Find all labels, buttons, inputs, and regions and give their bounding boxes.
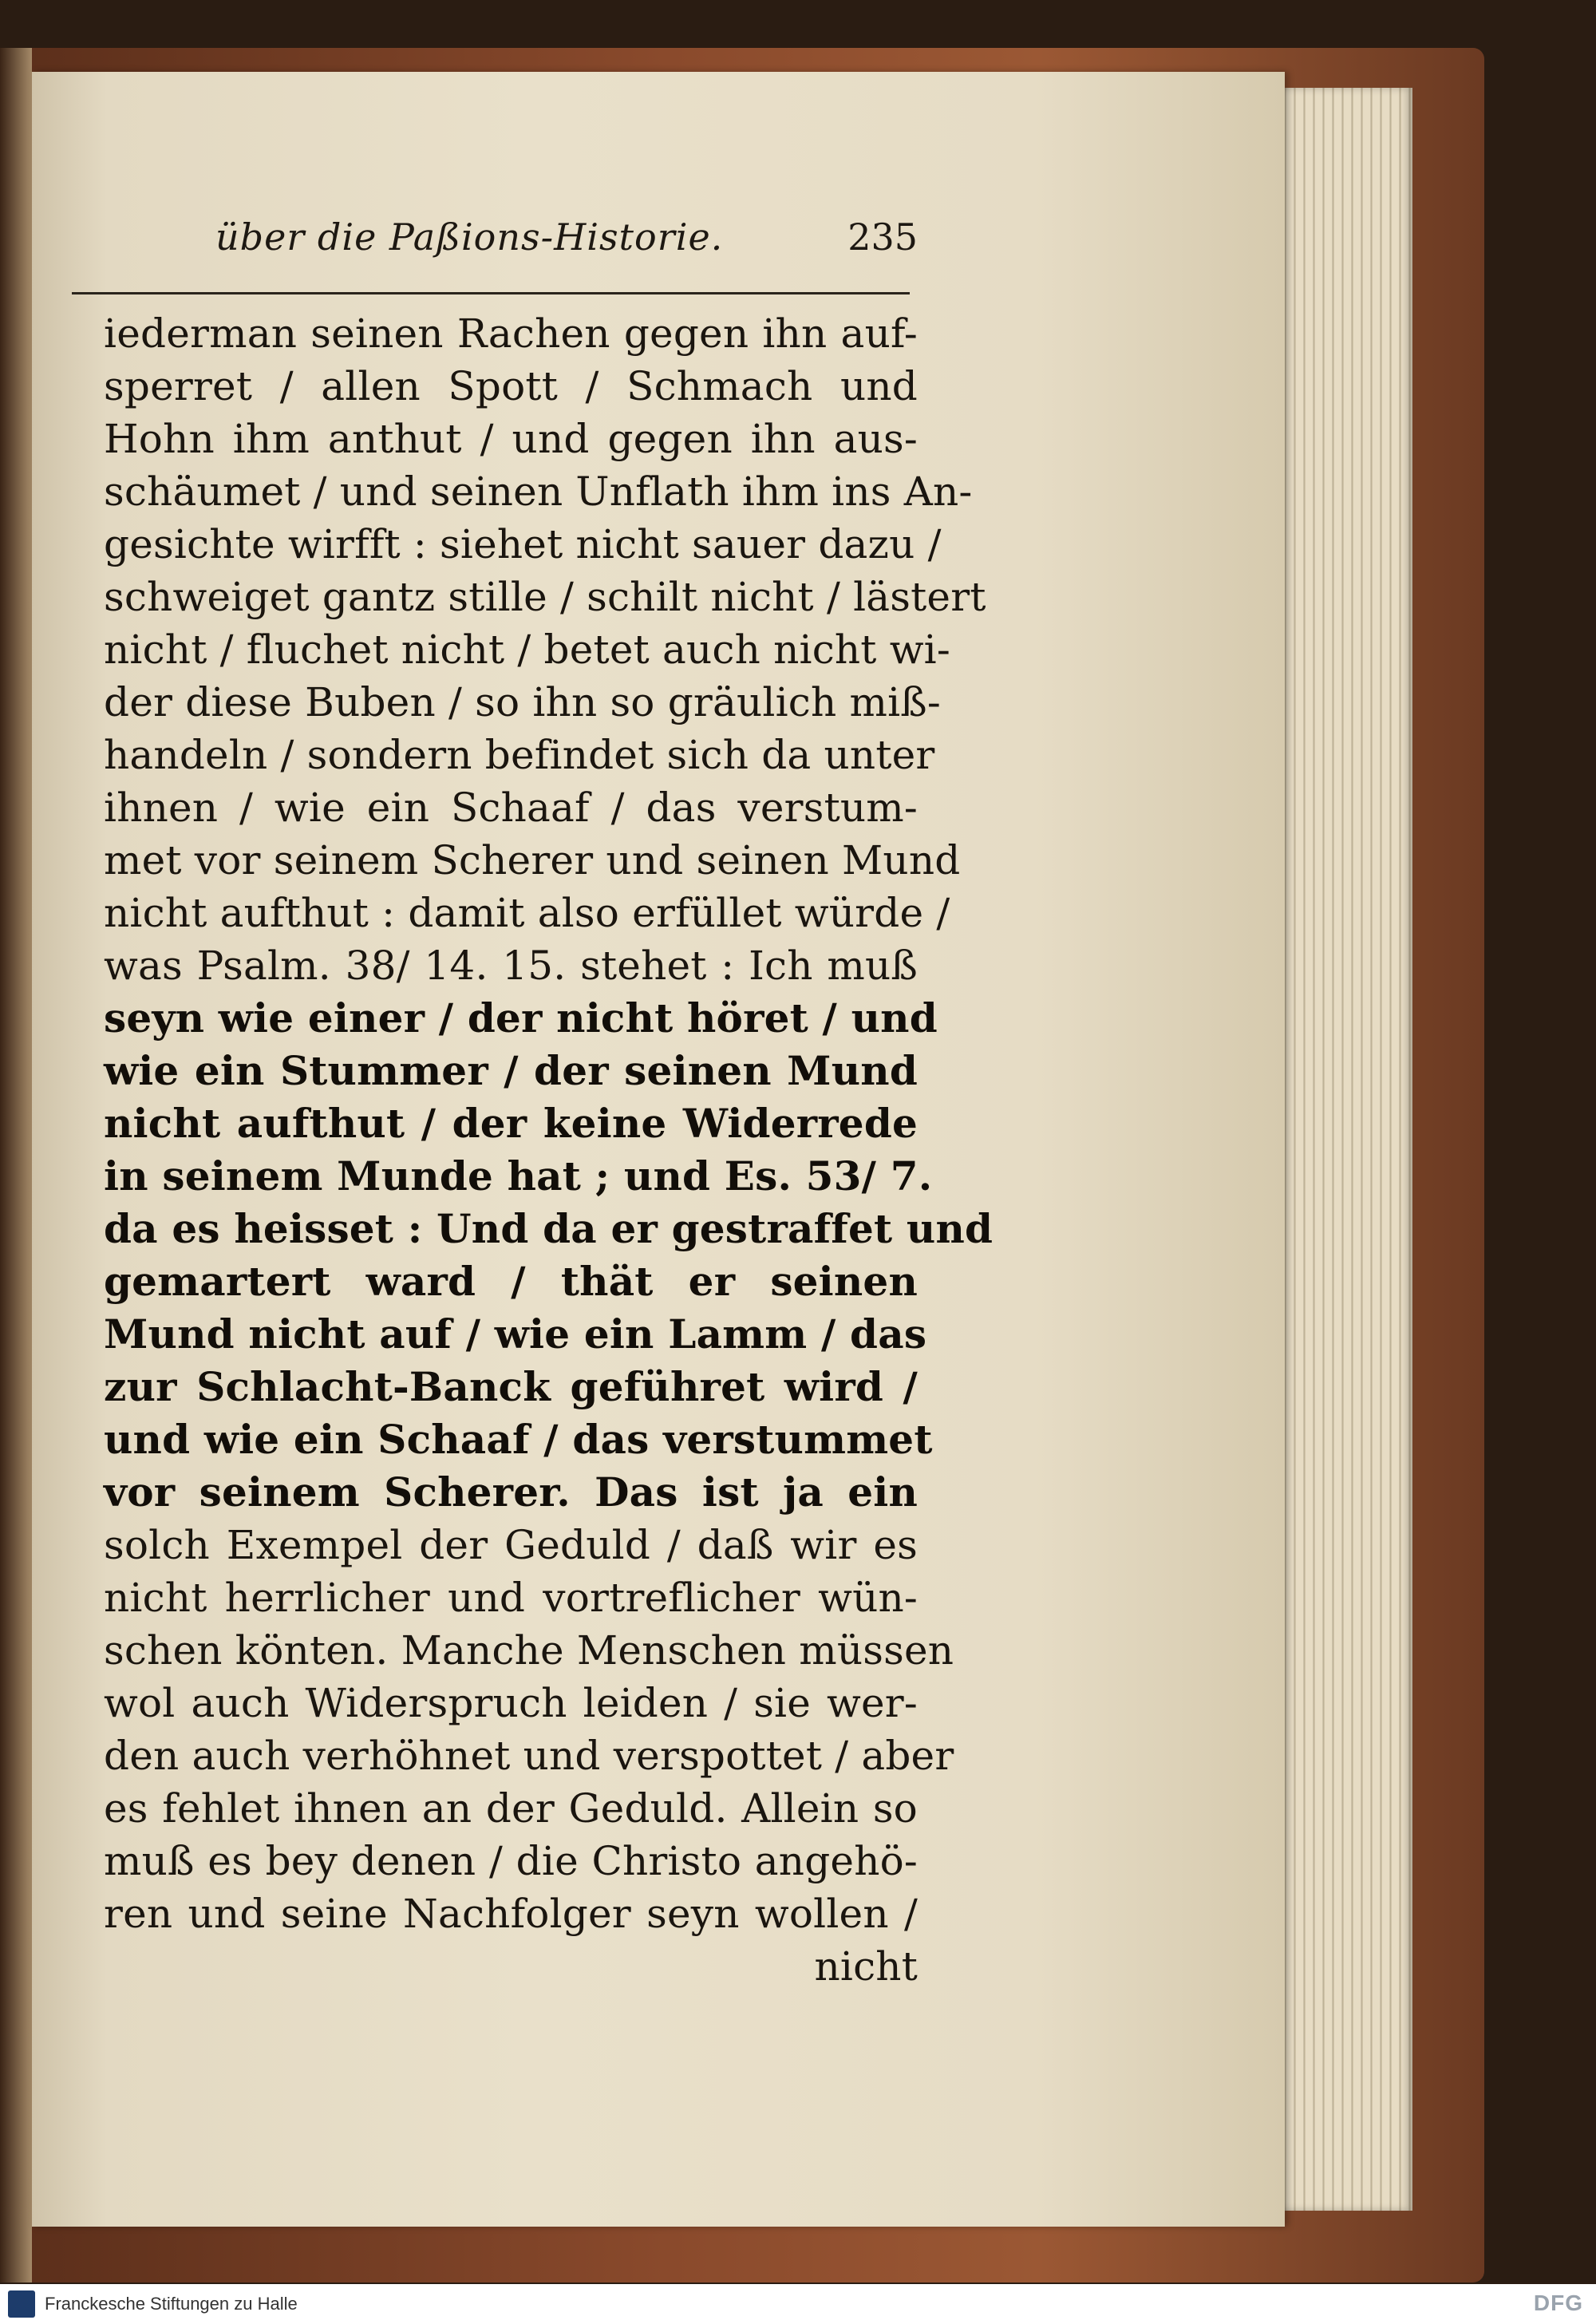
running-title: über die Paßions-Historie. (215, 215, 724, 259)
institution-logo-icon (8, 2290, 35, 2318)
text-line: iederman seinen Rachen gegen ihn auf- (104, 310, 918, 357)
text-line: wol auch Widerspruch leiden / sie wer- (104, 1680, 918, 1726)
page-number: 235 (847, 215, 918, 259)
institution-name: Franckesche Stiftungen zu Halle (45, 2294, 298, 2314)
text-line: Mund nicht auf / wie ein Lamm / das (104, 1310, 927, 1358)
left-binding-strip (0, 48, 32, 2282)
text-line: handeln / sondern befindet sich da unter (104, 732, 935, 778)
text-line: zur Schlacht-Banck geführet wird / (104, 1363, 918, 1410)
text-line: seyn wie einer / der nicht höret / und (104, 994, 938, 1041)
text-line: sperret / allen Spott / Schmach und (104, 363, 918, 409)
text-line: nicht aufthut : damit also erfüllet würde / (104, 890, 950, 936)
text-line: muß es bey denen / die Christo angehö- (104, 1838, 918, 1884)
text-line: ihnen / wie ein Schaaf / das verstum- (104, 785, 918, 831)
text-line: es fehlet ihnen an der Geduld. Allein so (104, 1785, 918, 1832)
text-line: Hohn ihm anthut / und gegen ihn aus- (104, 416, 918, 462)
running-head (215, 215, 918, 279)
text-line: und wie ein Schaaf / das verstummet (104, 1416, 933, 1463)
text-line: gemartert ward / thät er seinen (104, 1258, 918, 1305)
book-page (32, 72, 1285, 2227)
text-line: nicht / fluchet nicht / betet auch nicht wi- (104, 626, 950, 673)
footer-bar (0, 2284, 1596, 2324)
text-line: den auch verhöhnet und verspottet / aber (104, 1733, 954, 1779)
text-line: in seinem Munde hat ; und Es. 53/ 7. (104, 1152, 933, 1200)
text-line: nicht (814, 1943, 918, 1990)
header-rule (72, 292, 910, 294)
text-line: nicht aufthut / der keine Widerrede (104, 1100, 918, 1147)
text-line: nicht herrlicher und vortreflicher wün- (104, 1575, 918, 1621)
text-line: schäumet / und seinen Unflath ihm ins An- (104, 468, 973, 515)
dfg-logo: DFG (1533, 2290, 1583, 2315)
text-line: der diese Buben / so ihn so gräulich miß- (104, 679, 941, 725)
text-line: met vor seinem Scherer und seinen Mund (104, 837, 961, 883)
body-text (104, 307, 994, 1993)
text-line: schweiget gantz stille / schilt nicht / lästert (104, 574, 986, 620)
text-line: ren und seine Nachfolger seyn wollen / (104, 1891, 918, 1937)
page-edges (1277, 88, 1412, 2211)
text-line: gesichte wirfft : siehet nicht sauer dazu / (104, 521, 942, 567)
text-line: was Psalm. 38/ 14. 15. stehet : Ich muß (104, 943, 918, 989)
text-line: vor seinem Scherer. Das ist ja ein (104, 1468, 918, 1516)
text-line: wie ein Stummer / der seinen Mund (104, 1047, 918, 1094)
text-line: solch Exempel der Geduld / daß wir es (104, 1522, 918, 1568)
text-line: schen könten. Manche Menschen müssen (104, 1627, 954, 1674)
text-line: da es heisset : Und da er gestraffet und (104, 1205, 994, 1252)
